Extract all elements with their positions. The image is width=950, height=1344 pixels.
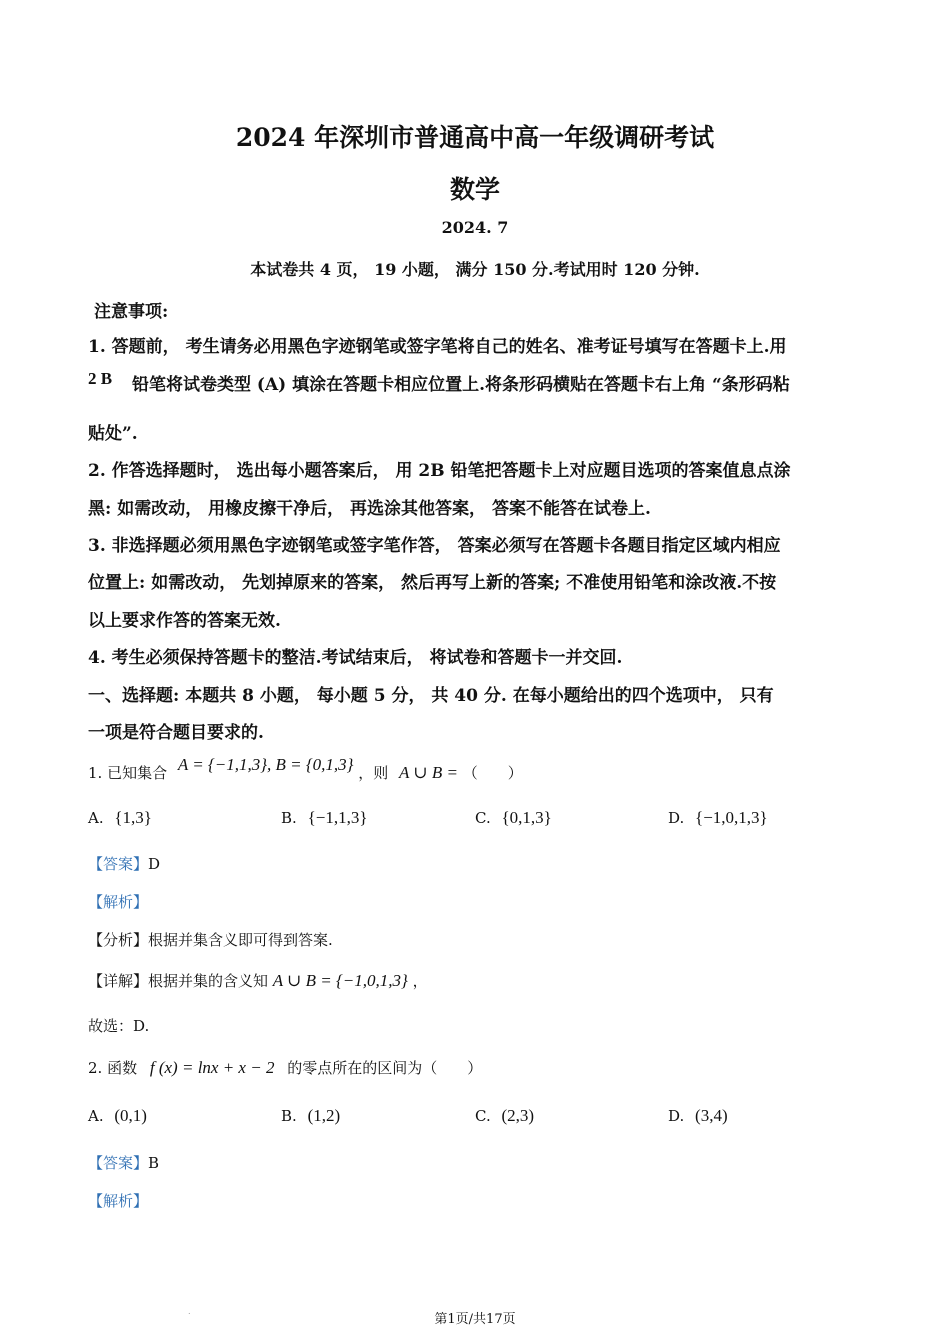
exam-date: 2024. 7 bbox=[441, 218, 509, 237]
q1-option-c-value: {0,1,3} bbox=[501, 808, 552, 827]
q1-option-a bbox=[88, 808, 152, 828]
q1-detail-math: A ∪ B = {−1,0,1,3} bbox=[272, 971, 408, 990]
note-line-3: 贴处”. bbox=[88, 424, 138, 444]
q1-answer-tag: 【答案】 bbox=[88, 855, 149, 873]
q1-option-c-label: C. bbox=[475, 809, 491, 827]
q1-option-b-value: {−1,1,3} bbox=[307, 808, 368, 827]
q1-detail bbox=[88, 970, 428, 991]
q1-prefix: 1. 已知集合 bbox=[88, 764, 168, 782]
q1-conclusion: 故选：D. bbox=[88, 1017, 150, 1035]
q2-prefix: 2. 函数 bbox=[88, 1059, 138, 1077]
q2-option-b-value: (1,2) bbox=[307, 1106, 341, 1125]
q1-union: A ∪ B = bbox=[399, 763, 458, 782]
q2-answer-value: B bbox=[148, 1154, 160, 1172]
note-line-8: 以上要求作答的答案无效. bbox=[88, 611, 281, 631]
q1-middle: ，则 bbox=[358, 764, 389, 782]
q1-option-b-label: B. bbox=[281, 809, 297, 827]
q1-option-d bbox=[668, 808, 768, 828]
note-line-7: 位置上: 如需改动， 先划掉原来的答案， 然后再写上新的答案; 不准使用铅笔和涂改液.不按 bbox=[88, 573, 777, 593]
question-1 bbox=[88, 755, 523, 783]
exam-info: 本试卷共 4 页， 19 小题， 满分 150 分.考试用时 120 分钟. bbox=[250, 260, 700, 279]
q1-option-b bbox=[281, 808, 368, 828]
q2-option-c-value: (2,3) bbox=[501, 1106, 535, 1125]
question-2 bbox=[88, 1057, 482, 1078]
note-line-2-wrap bbox=[88, 370, 868, 395]
q2-answer bbox=[88, 1152, 159, 1173]
page-number: 第1页/共17页 bbox=[434, 1312, 516, 1327]
pencil-mark: 2 B bbox=[88, 369, 113, 388]
q2-suffix: 的零点所在的区间为（ ） bbox=[287, 1059, 483, 1077]
q1-paren: （ ） bbox=[462, 764, 523, 782]
q2-analysis-tag: 【解析】 bbox=[88, 1192, 149, 1210]
q2-option-a-value: (0,1) bbox=[114, 1106, 147, 1125]
q1-answer bbox=[88, 853, 160, 874]
q1-option-d-label: D. bbox=[668, 809, 685, 827]
q2-option-b-label: B. bbox=[281, 1107, 297, 1125]
q1-analysis-tag: 【解析】 bbox=[88, 893, 149, 911]
section-heading-line-1: 一、选择题: 本题共 8 小题， 每小题 5 分， 共 40 分. 在每小题给出的四个选项中， 只有 bbox=[88, 686, 774, 706]
q2-option-d-value: (3,4) bbox=[695, 1106, 728, 1125]
q2-option-d-label: D. bbox=[668, 1107, 685, 1125]
q2-option-b bbox=[281, 1106, 340, 1126]
note-line-5: 黑: 如需改动， 用橡皮擦干净后， 再选涂其他答案， 答案不能答在试卷上. bbox=[88, 499, 651, 519]
note-line-4: 2. 作答选择题时， 选出每小题答案后， 用 2B 铅笔把答题卡上对应题目选项的答案值息点涂 bbox=[88, 461, 791, 481]
note-line-2: 铅笔将试卷类型 (A) 填涂在答题卡相应位置上.将条形码横贴在答题卡右上角 “条形码粘 bbox=[132, 375, 790, 395]
q1-detail-suffix: ， bbox=[412, 972, 428, 990]
footer-mark: . bbox=[188, 1307, 191, 1316]
exam-subject: 数学 bbox=[449, 175, 500, 204]
q2-option-d bbox=[668, 1106, 728, 1126]
notes-heading: 注意事项: bbox=[94, 302, 169, 322]
note-line-6: 3. 非选择题必须用黑色字迹钢笔或签字笔作答， 答案必须写在答题卡各题目指定区域内相应 bbox=[88, 536, 781, 556]
q2-option-c-label: C. bbox=[475, 1107, 491, 1125]
q2-answer-tag: 【答案】 bbox=[88, 1154, 149, 1172]
note-line-1: 1. 答题前， 考生请务必用黑色字迹钢笔或签字笔将自己的姓名、准考证号填写在答题卡上.用 bbox=[88, 337, 787, 357]
q1-option-a-value: {1,3} bbox=[114, 808, 152, 827]
exam-title: 2024 年深圳市普通高中高一年级调研考试 bbox=[235, 123, 715, 152]
q1-option-c bbox=[475, 808, 552, 828]
q1-option-d-value: {−1,0,1,3} bbox=[695, 808, 768, 827]
q1-answer-value: D bbox=[148, 855, 161, 873]
q2-function: f (x) = lnx + x − 2 bbox=[149, 1058, 275, 1077]
q1-option-a-label: A. bbox=[88, 809, 104, 827]
q1-fenxi: 【分析】根据并集含义即可得到答案. bbox=[88, 931, 333, 949]
q1-detail-prefix: 【详解】根据并集的含义知 bbox=[88, 972, 269, 990]
note-line-9: 4. 考生必须保持答题卡的整洁.考试结束后， 将试卷和答题卡一并交回. bbox=[88, 648, 623, 668]
section-heading-line-2: 一项是符合题目要求的. bbox=[88, 723, 264, 743]
q1-sets: A = {−1,1,3}, B = {0,1,3} bbox=[177, 755, 354, 774]
q2-option-c bbox=[475, 1106, 534, 1126]
q2-option-a bbox=[88, 1106, 147, 1126]
q2-option-a-label: A. bbox=[88, 1107, 104, 1125]
